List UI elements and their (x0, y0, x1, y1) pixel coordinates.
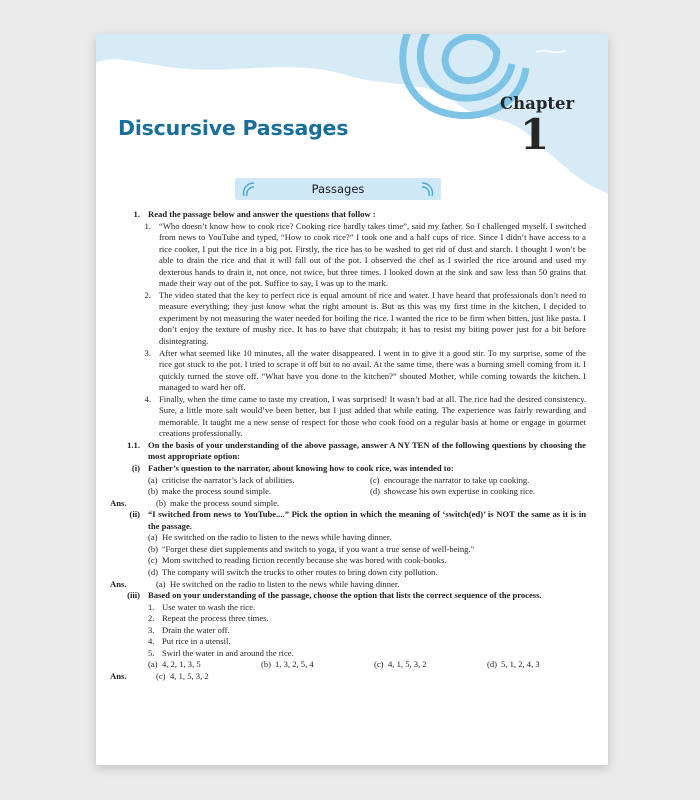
passage-paragraph (110, 394, 586, 440)
question-number: (iii) (127, 590, 140, 601)
options (148, 532, 586, 578)
passage-paragraph (110, 348, 586, 394)
question-iii (110, 590, 586, 602)
option-letter: (d) (487, 659, 498, 670)
step-text: Swirl the water in and around the rice. (162, 647, 294, 658)
answer (110, 579, 586, 591)
option (148, 486, 370, 498)
option (370, 486, 586, 498)
options (148, 659, 586, 671)
option-text: make the process sound simple. (162, 486, 272, 497)
question-instruction: On the basis of your understanding of the above passage, answer A NY TEN of the following questions by choosing the most appropriate option: (148, 439, 586, 462)
option (487, 659, 586, 671)
step-text: Put rice in a utensil. (162, 636, 231, 647)
question-number: 1. (133, 209, 140, 219)
paragraph-text: “Who doesn’t know how to cook rice? Cooking rice hardly takes time”, said my father. So I challenged myself. I switched from news to YouTube and typed, “How to cook rice?” I took one and a half cups of rice. Since I didn’t have access to a rice cooker, I put the rice in a big pot. Firstly, the rice has to be washed to get rid of dust and starch. I thought I won’t be able to drain the rice and that it will fall out of the pot. I observed the chef as I swirled the rice around and used my dexterous hands to drain it, not once, not twice, but three times. I looked down at the sink and saw less than 50 grains that made their way out of the pot. Suffice to say, I was up to the mark. (159, 220, 586, 289)
option-text: The company will switch the trucks to other routes to bring down city pollution. (162, 566, 438, 577)
question-number: (i) (131, 463, 140, 474)
question-instruction: Read the passage below and answer the questions that follow : (148, 209, 376, 219)
step-item (148, 648, 586, 660)
step-number: 3. (148, 624, 155, 635)
answer-label: Ans. (110, 578, 127, 589)
question-ii (110, 509, 586, 532)
answer-text: He switched on the radio to listen to the news while having dinner. (170, 578, 400, 589)
option-letter: (b) (148, 543, 159, 554)
option-text: showcase his own expertise in cooking rice. (384, 486, 536, 497)
paragraph-number: 1. (144, 220, 151, 231)
answer (110, 671, 586, 683)
answer-label: Ans. (110, 670, 127, 681)
step-number: 1. (148, 601, 155, 612)
option (148, 659, 261, 671)
option-letter: (d) (370, 486, 381, 497)
option-letter: (a) (156, 578, 166, 589)
question-1 (110, 209, 586, 221)
step-item (148, 613, 586, 625)
step-text: Use water to wash the rice. (162, 601, 256, 612)
option-text: 4, 1, 5, 3, 2 (388, 659, 427, 670)
chapter-title: Discursive Passages (118, 116, 349, 140)
paragraph-text: Finally, when the time came to taste my creation, I was surprised! It wasn’t bad at all. The rice had the desired consistency. Sure, a little more salt would’ve been better, but I just added that while eating. The experience was fairly rewarding and memorable. It taught me a new sense of respect for those who cook food on a regular basis at home or engage in gourmet creations professionally. (159, 393, 586, 439)
question-text: “I switched from news to YouTube....” Pick the option in which the meaning of ‘switch(ed)’ is NOT the same as it is in the passage. (148, 509, 586, 531)
option-text: 1, 3, 2, 5, 4 (275, 659, 314, 670)
question-number: (ii) (129, 509, 140, 520)
content (110, 209, 586, 682)
step-item (148, 625, 586, 637)
passage-paragraph (110, 221, 586, 290)
question-number: 1.1. (127, 439, 140, 450)
option-letter: (c) (370, 474, 380, 485)
step-text: Drain the water off. (162, 624, 230, 635)
option-letter: (c) (156, 670, 166, 681)
option-text: Mom switched to reading fiction recently because she was bored with cook-books. (162, 555, 447, 566)
question-i (110, 463, 586, 475)
option (148, 555, 586, 567)
question-text: Based on your understanding of the passage, choose the option that lists the correct sequence of the process. (148, 590, 542, 601)
paragraph-number: 3. (144, 347, 151, 358)
option-letter: (b) (148, 486, 159, 497)
section-tag-label: Passages (311, 182, 365, 196)
option-letter: (a) (148, 659, 158, 670)
option-text: 5, 1, 2, 4, 3 (501, 659, 540, 670)
answer-text: make the process sound simple. (170, 497, 280, 508)
paragraph-number: 4. (144, 393, 151, 404)
passage-paragraph (110, 290, 586, 348)
question-1-1 (110, 440, 586, 463)
option (148, 532, 586, 544)
chapter-number: 1 (520, 110, 550, 159)
option-letter: (a) (148, 532, 158, 543)
step-item (148, 602, 586, 614)
option-text: criticise the narrator’s lack of abilities. (162, 474, 295, 485)
paragraph-text: After what seemed like 10 minutes, all the water disappeared. I went in to give it a good stir. To my surprise, some of the rice got stuck to the pot. I tried to scrape it off but to no avail. At the same time, there was a burning smell coming from it. I quickly turned the stove off. “What have you done to the kitchen?” shouted Mother, while coming towards the kitchen. I managed to ward her off. (159, 347, 586, 393)
chapter-label: Chapter (500, 94, 575, 113)
flourish-left-icon (241, 180, 257, 198)
step-item (148, 636, 586, 648)
option (261, 659, 374, 671)
option-letter: (b) (261, 659, 272, 670)
section-tag (235, 178, 441, 200)
option-letter: (b) (156, 497, 167, 508)
option (370, 475, 586, 487)
option-letter: (c) (374, 659, 384, 670)
paragraph-text: The video stated that the key to perfect rice is equal amount of rice and water. I have heard that professionals don’t need to measure everything; they just know what the right amount is. But as this was my first time in the kitchen, I decided to experiment by not measuring the water needed for boiling the rice. I wanted the rice to be firm when bitten, just like pasta. I don’t enjoy the texture of mushy rice. It has to have that chutzpah; it has to resist my biting power just for a bit before disintegrating. (159, 289, 586, 347)
book-page (96, 34, 608, 765)
option-text: 4, 2, 1, 3, 5 (162, 659, 201, 670)
option-text: "Forget these diet supplements and switch to yoga, if you want a true sense of well-being." (162, 543, 475, 554)
option (148, 475, 370, 487)
option-text: encourage the narrator to take up cooking. (384, 474, 530, 485)
option-text: He switched on the radio to listen to the news while having dinner. (162, 532, 392, 543)
flourish-right-icon (419, 180, 435, 198)
question-text: Father’s question to the narrator, about knowing how to cook rice, was intended to: (148, 463, 454, 474)
step-list (148, 602, 586, 660)
option-letter: (c) (148, 555, 158, 566)
answer-text: 4, 1, 5, 3, 2 (170, 670, 209, 681)
option-letter: (a) (148, 474, 158, 485)
step-number: 5. (148, 647, 155, 658)
paragraph-number: 2. (144, 289, 151, 300)
option-letter: (d) (148, 566, 159, 577)
option (148, 567, 586, 579)
options (148, 475, 586, 498)
step-number: 4. (148, 636, 155, 647)
step-text: Repeat the process three times. (162, 613, 269, 624)
answer-label: Ans. (110, 497, 127, 508)
option (374, 659, 487, 671)
answer (110, 498, 586, 510)
option (148, 544, 586, 556)
step-number: 2. (148, 613, 155, 624)
